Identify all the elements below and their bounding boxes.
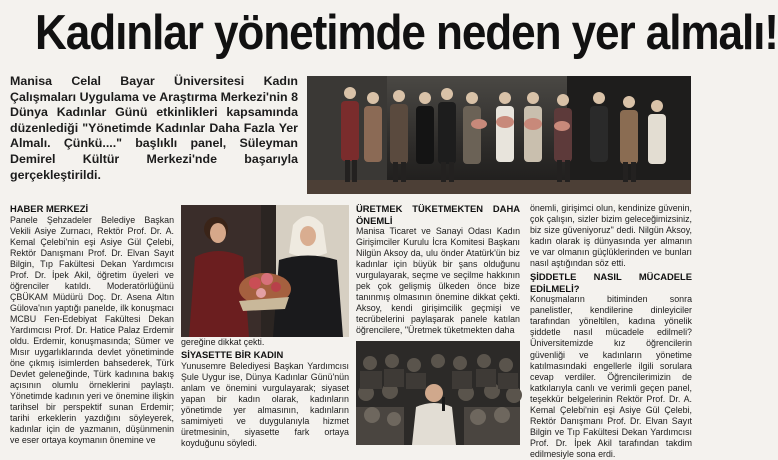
column-4 <box>530 203 692 459</box>
column-3 <box>356 203 520 339</box>
byline: HABER MERKEZİ <box>10 203 89 214</box>
group-photo <box>307 76 691 194</box>
column-3-text: Manisa Ticaret ve Sanayi Odası Kadın Girişimciler Kurulu İcra Komitesi Başkanı Nilgün Aksoy da, ulu önder Atatürk'ün biz kadınlar için büyük bir şans olduğunu vurgulayarak, seçme ve seçilme hakkının pek çok gelişmiş ülkeden önce bize tanınmış olmasının önemine dikkat çekti. Aksoy, kendi girişimcilik geçmişi ve tecrübelerini paylaşarak panele katılan öğrencilere, "Üretmek tüketmekten daha <box>356 226 520 336</box>
column-4-text-2: Konuşmaların bitiminden sonra panelistler, kendilerine dinleyiciler tarafından yöneltilen, kadına yönelik şiddetle nasıl mücadele edilmeli? Üniversitemizde kız öğrencilerin güvenliği ve kadınların yönetime katılmasındaki engellerle ilgili sorulara cevap verdiler. Öğrencilerimizin de katkılarıyla canlı ve verimli geçen panel, teşekkür belgelerinin Rektör Prof. Dr. A. Kemal Çelebi'nin eşi Asiye Gül Çelebi, Rektör Danışmanı Prof. Dr. Elvan Sayıt Bilgin ve Tıp Fakültesi Dekan Yardımcısı Prof. Dr. İpek Akil tarafından takdim edilmesiyle sona erdi. <box>530 294 692 459</box>
headline: Kadınlar yönetimde neden yer almalı! <box>35 6 778 60</box>
portrait-photo <box>181 205 349 337</box>
column-2-text: Yunusemre Belediyesi Başkan Yardımcısı Şule Uygur ise, Dünya Kadınlar Günü'nün anlam ve önemini vurgulayarak; siyaset yapan bir kadın olarak, kadınların yönetimde yer almasının, kadınların samimiyeti ve duygulanıyla hizmet üretmesinin, siyasette fark ortaya koyduğunu söyledi. <box>181 360 349 448</box>
column-4-text-1: önemli, girişimci olun, kendinize güvenin, çok çalışın, sizler bizim geleceğimizsiniz, biz size güveniyoruz" dedi. Nilgün Aksoy, kadın olarak iş dünyasında yer almanın ve var olmanın güçlüklerinden ve bunları nasıl aştığından söz etti. <box>530 203 692 269</box>
column-1-text: Panele Şehzadeler Belediye Başkan Vekili Asiye Zurnacı, Rektör Prof. Dr. A. Kemal Çelebi'nin eşi Asiye Gül Çelebi, Rektör Danışmanı Prof. Dr. Elvan Sayıt Bilgin, Tıp Fakültesi Dekan Yardımcısı Prof. Dr. İpek Akil, öğretim üyeleri ve öğrenciler katıldı. Moderatörlüğünü ÇBÜKAM Müdürü Doç. Dr. Asena Altın Gülova'nın yaptığı panelde, ilk konuşmacı MCBU Fen-Edebiyat Fakültesi Dekan Yardımcısı Prof. Dr. Hatice Palaz Erdemir oldu. Erdemir, konuşmasında; Sümer ve Mısır uygarlıklarında devlet yönetiminde öne çıkmış isimlerden bahsederek, Türk Devlet geleneğinde, Türk kadınına bakış açısının olumlu örneklerini paylaştı. Yönetimde kadının yeri ve önemine ilişkin tarihsel bir perspektif sunan Erdemir; tarihi erkeklerin yazdığını söyleyerek, kadınlar için de yazmanın, düşünmenin ve eser ortaya koymanın önemine ve <box>10 214 175 446</box>
subheading-produce: ÜRETMEK TÜKETMEKTEN DAHA ÖNEMLİ <box>356 203 520 226</box>
column-1 <box>10 203 174 453</box>
audience-photo <box>356 341 520 445</box>
subheading-politics: SİYASETTE BİR KADIN <box>181 349 284 360</box>
subheading-violence: ŞİDDETLE NASIL MÜCADELE EDİLMELİ? <box>530 271 692 294</box>
column-2 <box>181 349 349 453</box>
column-2-continuation: gereğine dikkat çekti. <box>181 337 265 347</box>
lead-paragraph: Manisa Celal Bayar Üniversitesi Kadın Çalışmaları Uygulama ve Araştırma Merkezi'nin 8 Dünya Kadınlar Günü etkinlikleri kapsamında düzenlediği "Yönetimde Kadınlar Daha Fazla Yer Almalı. Çünkü...." başlıklı panel, Süleyman Demirel Kültür Merkezi'nde başarıyla gerçekleştirildi. <box>10 74 298 182</box>
